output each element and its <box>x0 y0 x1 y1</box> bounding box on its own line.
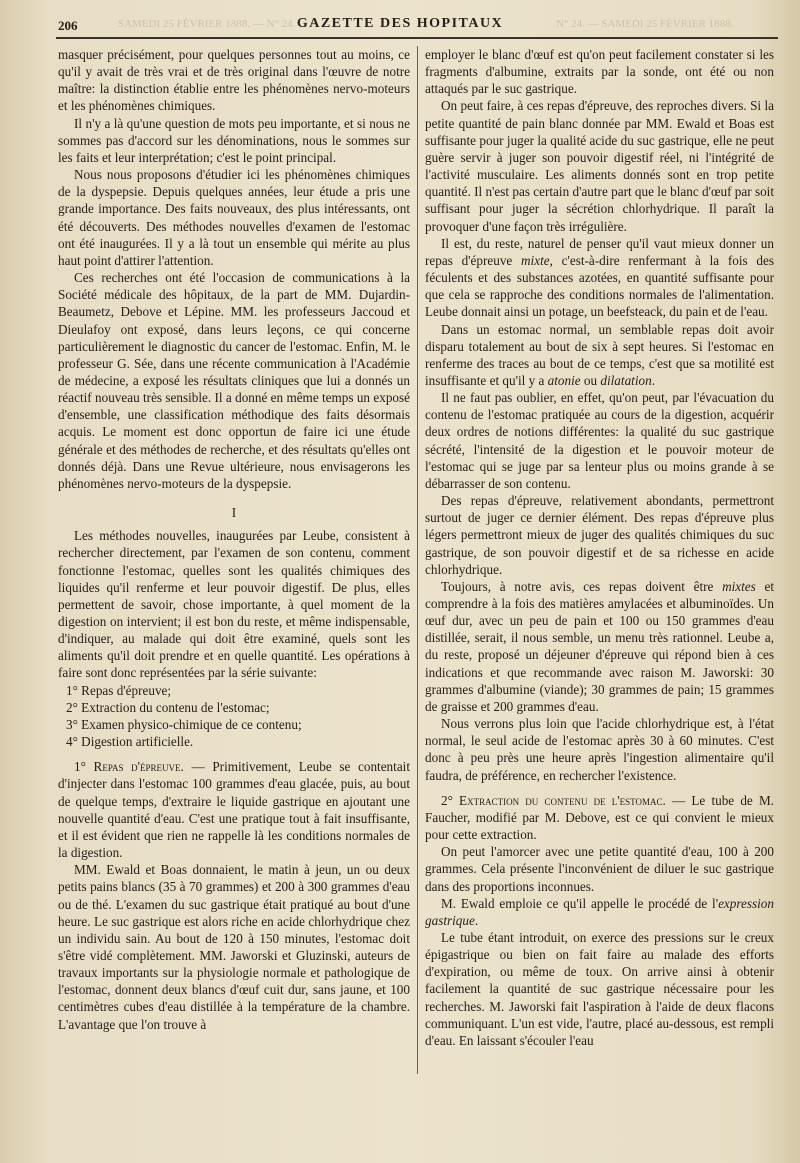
bleed-through-text-right: N° 24. — SAMEDI 25 FÉVRIER 1888. <box>556 18 734 30</box>
emphasis: mixtes <box>722 578 756 594</box>
list-item: 4° Digestion artificielle. <box>66 734 194 750</box>
paragraph <box>425 578 774 715</box>
paragraph: employer le blanc d'œuf est qu'on peut facilement constater si les fragments d'albumine, extraits par la sonde, ont été ou non attaqués par le suc gastrique. <box>425 47 774 97</box>
paragraph-text: , c'est-à-dire renfermant à la fois des féculents et des substances azotées, en quantité suffisante pour que cela se rapproche des conditions normales de l'alimentation. Leube donnait ainsi un potage, un beefsteack, du pain et de l'eau. <box>425 252 774 320</box>
paragraph-text: Il est, du reste, naturel de penser qu'il vaut mieux donner un repas d'épreuve <box>425 235 774 268</box>
paragraph: On peut l'amorcer avec une petite quantité d'eau, 100 à 200 grammes. Cela présente l'inconvénient de diluer le suc gastrique dans des proportions inconnues. <box>425 844 774 894</box>
subsection-heading: 1° Repas d'épreuve. — <box>74 759 205 775</box>
journal-title: GAZETTE DES HOPITAUX <box>296 16 504 31</box>
paragraph-text: M. Ewald emploie ce qu'il appelle le procédé de l' <box>441 895 719 911</box>
bleed-through-text-left: SAMEDI 25 FÉVRIER 1888. — N° 24. <box>118 18 296 30</box>
paragraph <box>425 792 774 843</box>
emphasis: atonie <box>547 372 581 388</box>
paragraph: Ces recherches ont été l'occasion de communications à la Société médicale des hôpitaux, de la part de MM. Dujardin-Beaumetz, Debove et Lépine. MM. les professeurs Jaccoud et Dieulafoy ont exposé, dans leurs leçons, ce qui concerne particulièrement le diagnostic du cancer de l'estomac. Enfin, M. le professeur G. Sée, dans une récente communication à l'Académie de médecine, a exposé les résultats cliniques que lui a donnés un réactif nouveau très sensible. Il a donné en même temps un exposé d'ensemble, une classification méthodique des faits désormais acquis. Le moment est donc opportun de faire ici une étude générale et des méthodes de recherche, et des résultats qu'elles ont donnés déjà. Dans une Revue ultérieure, nous envisagerons les phénomènes nervo-moteurs de la dyspepsie. <box>58 270 410 491</box>
paragraph: Le tube étant introduit, on exerce des pressions sur le creux épigastrique ou bien on fait faire au malade des efforts d'expiration, ou même de toux. On arrive ainsi à obtenir facilement la quantité de suc gastrique nécessaire pour les recherches. M. Jaworski fait l'aspiration à l'aide de deux flacons communiquant. L'un est vide, l'autre, placé au-dessous, est rempli d'eau. En laissant s'écouler l'eau <box>425 929 774 1048</box>
paragraph: masquer précisément, pour quelques personnes tout au moins, ce qu'il y avait de très vrai et de très original dans l'œuvre de notre maître: la distinction établie entre les phénomènes nervo-moteurs et les phénomènes chimiques. <box>58 47 410 114</box>
paragraph: Il n'y a là qu'une question de mots peu importante, et si nous ne sommes pas d'accord sur les dénominations, nous le sommes sur les faits et leur interprétation; c'est le point principal. <box>58 115 410 165</box>
paragraph <box>425 895 774 929</box>
page-header <box>0 6 800 40</box>
emphasis: mixte <box>521 252 550 268</box>
emphasis: expression gastrique <box>425 895 774 928</box>
paragraph-text: Dans un estomac normal, un semblable repas doit avoir disparu totalement au bout de six à sept heures. Si l'estomac en renferme des traces au bout de ce temps, c'est que sa motilité est insuffisante et qu'il y a <box>425 321 774 388</box>
paragraph: Les méthodes nouvelles, inaugurées par Leube, consistent à rechercher directement, par l'examen de son contenu, comment fonctionne l'estomac, quelles sont les qualités chimiques des liquides qu'il renferme et leur pouvoir digestif. De plus, elles permettent de savoir, chose importante, à quel moment de la digestion on intervient; il est bon du reste, et même indispensable, d'indiquer, au malade qui doit être examiné, quels sont les aliments qu'il doit prendre et en quelle quantité. Les opérations à faire sont donc représentées par la série suivante: <box>58 528 410 681</box>
paragraph: Nous nous proposons d'étudier ici les phénomènes chimiques de la dyspepsie. Depuis quelques années, leur étude a pris une grande importance. Des faits nouveaux, des plus intéressants, ont été découverts. Des méthodes nouvelles d'examen de l'estomac ont été inaugurées. Il y a là tout un ensemble qui mérite au plus haut point d'attirer l'attention. <box>58 167 410 268</box>
paragraph-text: Toujours, à notre avis, ces repas doivent être <box>441 578 723 594</box>
list-item: 1° Repas d'épreuve; <box>66 682 172 698</box>
paragraph-text: et comprendre à la fois des matières amylacées et albuminoïdes. Un œuf dur, avec un peu de pain et 100 ou 150 grammes d'eau distillée, serait, il nous semble, un menu très rationnel. Leube a, du reste, proposé un déjeuner d'épreuve qui répond bien à ces indications et que recommande avec raison M. Jaworski: 30 grammes d'albumine (viande); 30 grammes de pain; 15 grammes de graisse et 200 grammes d'eau. <box>425 578 774 714</box>
paragraph-text: Primitivement, Leube se contentait d'injecter dans l'estomac 100 grammes d'eau glacée, puis, au bout de quelque temps, d'extraire le liquide gastrique en ajoutant une nouvelle quantité d'eau. C'est une pratique tout à fait insuffisante, et il est évident que rien ne rappelle là les conditions normales de la digestion. <box>58 759 410 861</box>
paragraph: MM. Ewald et Boas donnaient, le matin à jeun, un ou deux petits pains blancs (35 à 70 grammes) et 200 à 300 grammes d'eau ou de thé. L'examen du suc gastrique était pratiqué au bout d'une heure. Le suc gastrique est alors riche en acide chlorhydrique chez un individu sain. Au bout de 120 à 150 minutes, l'estomac doit s'être vidé complètement. MM. Jaworski et Gluzinski, auteurs de travaux importants sur la physiologie normale et pathologique de l'estomac, donnent deux blancs d'œuf cuit dur, sans jaune, et 100 centimètres cubes d'eau distillée à la température de la chambre. L'avantage que l'on trouve à <box>58 862 410 1032</box>
left-column <box>58 46 410 1033</box>
paragraph <box>425 235 774 321</box>
paragraph <box>58 758 410 861</box>
right-column <box>425 46 774 1049</box>
subsection-heading: 2° Extraction du contenu de l'estomac. — <box>441 792 686 808</box>
list-item: 3° Examen physico-chimique de ce contenu; <box>66 716 302 732</box>
emphasis: dilatation <box>600 372 652 388</box>
paragraph: Des repas d'épreuve, relativement abondants, permettront surtout de juger ce dernier élément. Des repas d'épreuve plus légers permettront mieux de juger des qualités chimiques du suc gastrique, de son pouvoir digestif et de sa richesse en acide chlorhydrique. <box>425 493 774 577</box>
paragraph: Nous verrons plus loin que l'acide chlorhydrique est, à l'état normal, le seul acide de l'estomac après 30 à 60 minutes. C'est donc à peu près une heure après l'ingestion alimentaire qu'il faudra, de préférence, en rechercher l'existence. <box>425 716 774 783</box>
column-divider <box>417 46 418 1074</box>
paragraph-text: Le tube de M. Faucher, modifié par M. Debove, est ce qui convient le mieux pour cette extraction. <box>425 792 774 843</box>
paragraph: Il ne faut pas oublier, en effet, qu'on peut, par l'évacuation du contenu de l'estomac pratiquée au cours de la digestion, acquérir deux ordres de notions différentes: la qualité du suc gastrique sécrété, l'intensité de la digestion et le pouvoir moteur de l'estomac qui se juge par sa lenteur plus ou moins grande à se débarrasser de son contenu. <box>425 390 774 491</box>
paragraph: On peut faire, à ces repas d'épreuve, des reproches divers. Si la petite quantité de pain blanc donnée par MM. Ewald et Boas est suffisante pour juger la qualité acide du suc gastrique, elle ne peut guère servir à juger son pouvoir digestif réel, ni l'intégrité de l'activité musculaire. Les aliments donnés sont en trop petite quantité. Il n'est pas certain d'autre part que le blanc d'œuf par soit suffisant pour juger la sécrétion chlorhydrique. Il paraît la provoquer d'une façon très irrégulière. <box>425 98 774 234</box>
paragraph <box>425 321 774 390</box>
list-item: 2° Extraction du contenu de l'estomac; <box>66 699 270 715</box>
paragraph-text: . <box>651 372 655 388</box>
header-rule <box>56 37 778 39</box>
paragraph-text: . <box>474 912 479 928</box>
page-number: 206 <box>58 18 78 33</box>
section-heading: I <box>231 505 237 521</box>
paragraph-text: ou <box>580 372 601 388</box>
